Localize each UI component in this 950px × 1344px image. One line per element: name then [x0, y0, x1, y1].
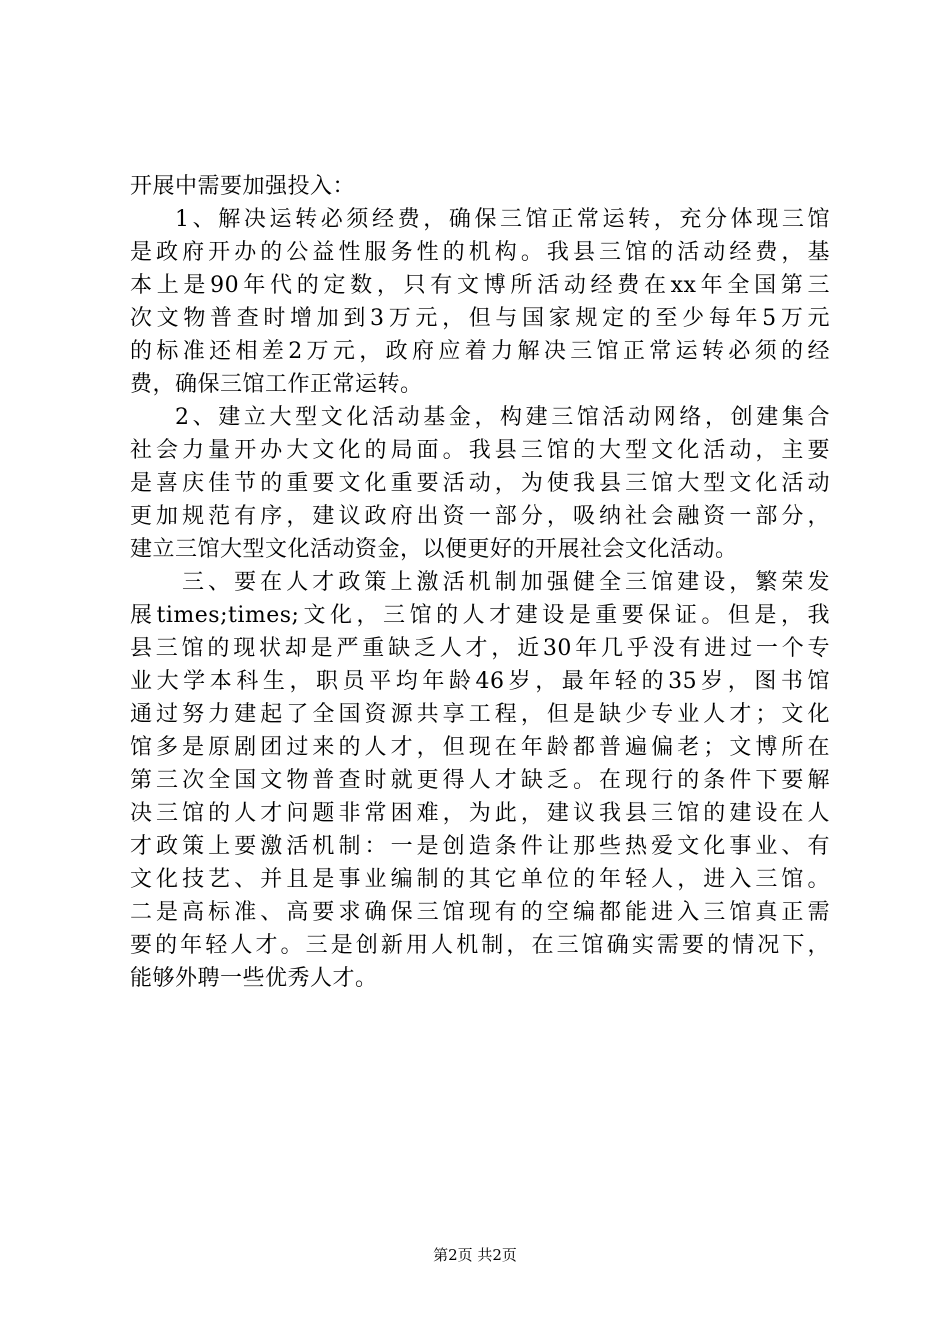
text-line: 通过努力建起了全国资源共享工程，但是缺少专业人才；文化 — [130, 702, 830, 727]
text-line: 要的年轻人才。三是创新用人机制，在三馆确实需要的情况下， — [130, 933, 830, 958]
text-line: 开展中需要加强投入： — [130, 174, 356, 199]
text-line: 是喜庆佳节的重要文化重要活动，为使我县三馆大型文化活动 — [130, 471, 830, 496]
text-line: 文化技艺、并且是事业编制的其它单位的年轻人，进入三馆。 — [130, 867, 830, 892]
text-line: 第三次全国文物普查时就更得人才缺乏。在现行的条件下要解 — [130, 768, 830, 793]
text-line: 馆多是原剧团过来的人才，但现在年龄都普遍偏老；文博所在 — [130, 735, 830, 760]
page-number-footer: 第2页 共2页 — [433, 1246, 517, 1264]
text-line: 业大学本科生，职员平均年龄46岁，最年轻的35岁，图书馆 — [130, 669, 830, 694]
document-body — [130, 170, 830, 995]
text-line: 决三馆的人才问题非常困难，为此，建议我县三馆的建设在人 — [130, 801, 830, 826]
text-line: 2、建立大型文化活动基金，构建三馆活动网络，创建集合 — [175, 405, 830, 430]
text-line: 二是高标准、高要求确保三馆现有的空编都能进入三馆真正需 — [130, 900, 830, 925]
text-line: 本上是90年代的定数，只有文博所活动经费在xx年全国第三 — [130, 273, 830, 298]
text-line: 的标准还相差2万元，政府应着力解决三馆正常运转必须的经 — [130, 339, 830, 364]
text-line: 才政策上要激活机制：一是创造条件让那些热爱文化事业、有 — [130, 834, 830, 859]
text-line: 能够外聘一些优秀人才。 — [130, 966, 378, 991]
text-line: 次文物普查时增加到3万元，但与国家规定的至少每年5万元 — [130, 306, 830, 331]
text-line: 建立三馆大型文化活动资金，以便更好的开展社会文化活动。 — [130, 537, 738, 562]
text-line: 展times;times;文化，三馆的人才建设是重要保证。但是，我 — [130, 603, 830, 628]
text-line: 费，确保三馆工作正常运转。 — [130, 372, 423, 397]
text-line: 是政府开办的公益性服务性的机构。我县三馆的活动经费，基 — [130, 240, 830, 265]
text-line: 县三馆的现状却是严重缺乏人才，近30年几乎没有进过一个专 — [130, 636, 830, 661]
text-line: 1、解决运转必须经费，确保三馆正常运转，充分体现三馆 — [175, 207, 830, 232]
text-line: 三、要在人才政策上激活机制加强健全三馆建设，繁荣发 — [182, 570, 830, 595]
text-line: 社会力量开办大文化的局面。我县三馆的大型文化活动，主要 — [130, 438, 830, 463]
text-line: 更加规范有序，建议政府出资一部分，吸纳社会融资一部分， — [130, 504, 830, 529]
